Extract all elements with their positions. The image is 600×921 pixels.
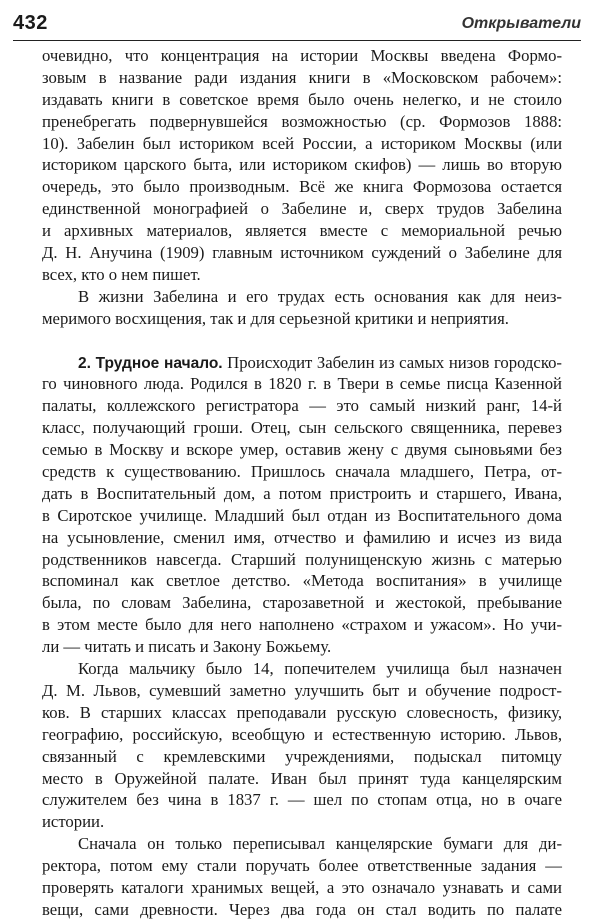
text-line: издавать книги в советское время было очень нелегко, и не стоило xyxy=(42,89,562,109)
text-line: связанный с кремлевскими учреждениями, подыскал питомцу xyxy=(42,746,562,766)
text-line: родственников навсегда. Старший полунищенскую жизнь с матерью xyxy=(42,549,562,569)
text-line: 10). Забелин был историком всей России, а историком Москвы (или xyxy=(42,133,562,153)
text-line: служителем без чина в 1837 г. — шел по стопам отца, но в очаге xyxy=(42,790,562,810)
section-2-paragraph xyxy=(42,352,562,658)
text-line: место в Оружейной палате. Иван был принят туда канцелярским xyxy=(42,768,562,788)
text-line: очевидно, что концентрация на истории Москвы введена Формо- xyxy=(42,46,562,65)
text-line: средств к существованию. Пришлось сначала младшего, Петра, от- xyxy=(42,462,562,482)
page-header xyxy=(13,10,581,41)
text-line: историком царского быта, или историком скифов) — лишь во вторую xyxy=(42,155,562,175)
text-line: ректора, потом ему стали поручать более ответственные задания — xyxy=(42,856,562,876)
text-line: на усыновление, сменил имя, отчество и фамилию и исчез из вида xyxy=(42,527,562,547)
section-heading: 2. Трудное начало. xyxy=(78,354,223,372)
paragraph-4 xyxy=(42,658,562,833)
text-line: зовым в название ради издания книги в «Московском рабочем»: xyxy=(42,67,562,87)
text-line: вспоминал как светлое детство. «Метода воспитания» в училище xyxy=(42,571,562,591)
text-line: го чиновного люда. Родился в 1820 г. в Твери в семье писца Казенной xyxy=(42,374,562,394)
text-line: Происходит Забелин из самых низов городско- xyxy=(222,352,562,372)
text-line: всех, кто о нем пишет. xyxy=(42,264,201,284)
text-line-with-heading xyxy=(42,352,562,374)
body-text xyxy=(42,45,562,921)
text-line: Д. Н. Анучина (1909) главным источником суждений о Забелине для xyxy=(42,243,562,263)
running-title: Открыватели xyxy=(461,15,581,32)
text-line: В жизни Забелина и его трудах есть основания как для неиз- xyxy=(78,286,562,306)
text-line: в Сиротское училище. Младший был отдан из Воспитательного дома xyxy=(42,505,562,525)
text-line: пренебрегать подвернувшейся возможностью (ср. Формозов 1888: xyxy=(42,111,562,131)
text-line: ли — читать и писать и Закону Божьему. xyxy=(42,637,332,657)
text-line: единственной монографией о Забелине и, сверх трудов Забелина xyxy=(42,199,562,219)
text-line: палаты, коллежского регистратора — это самый низкий ранг, 14-й xyxy=(42,396,562,416)
text-line: истории. xyxy=(42,812,105,832)
text-line: Когда мальчику было 14, попечителем училища был назначен xyxy=(78,659,562,679)
text-line: очередь, это было производным. Всё же книга Формозова остается xyxy=(42,177,562,197)
text-line: вещи, сами древности. Через два года он стал водить по палате xyxy=(42,899,562,919)
text-line: меримого восхищения, так и для серьезной критики и неприятия. xyxy=(42,308,509,328)
text-line: Д. М. Львов, сумевший заметно улучшить быт и обучение подрост- xyxy=(42,680,562,700)
text-line: географию, российскую, всеобщую и естественную историю. Львов, xyxy=(42,724,562,744)
page-number: 432 xyxy=(13,12,48,34)
text-line: и архивных материалов, является вместе с мемориальной речью xyxy=(42,221,562,241)
paragraph-2 xyxy=(42,286,562,330)
paragraph-1 xyxy=(42,45,562,286)
paragraph-5 xyxy=(42,833,562,921)
text-line: семью в Москву и вскоре умер, оставив жену с двумя сыновьями без xyxy=(42,440,562,460)
text-line: класс, получающий гроши. Отец, сын сельского священника, перевез xyxy=(42,418,562,438)
text-line: ков. В старших классах преподавали русскую словесность, физику, xyxy=(42,702,562,722)
text-line: дать в Воспитательный дом, а потом пристроить и старшего, Ивана, xyxy=(42,483,562,503)
text-line: проверять каталоги хранимых вещей, а это означало узнавать и сами xyxy=(42,877,562,897)
text-line: Сначала он только переписывал канцелярские бумаги для ди- xyxy=(78,834,562,854)
text-line: была, по словам Забелина, старозаветной и жестокой, пребывание xyxy=(42,593,562,613)
text-line: в этом месте было для него наполнено «страхом и ужасом». Но учи- xyxy=(42,615,562,635)
